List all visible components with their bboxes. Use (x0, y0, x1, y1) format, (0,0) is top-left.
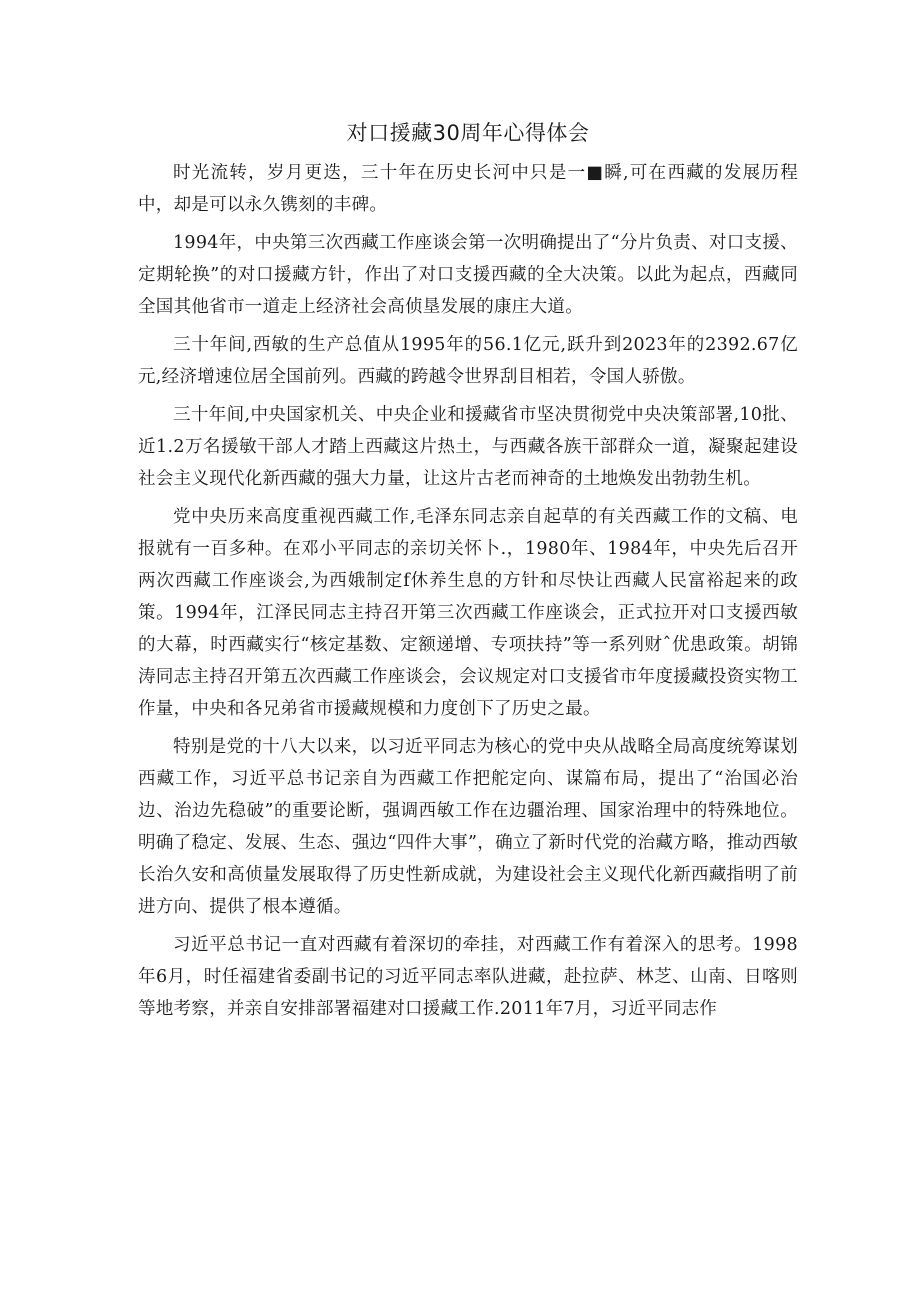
paragraph: 习近平总书记一直对西藏有着深切的牵挂，对西藏工作有着深入的思考。1998年6月，时任福建省委副书记的习近平同志率队进藏，赴拉萨、林芝、山南、日喀则等地考察，并亲自安排部署福建对口援藏工作.2011年7月，习近平同志作 (138, 935, 798, 1019)
paragraph: 三十年间,西敏的生产总值从1995年的56.1亿元,跃升到2023年的2392.67亿元,经济增速位居全国前列。西藏的跨越令世界刮目相若，令国人骄傲。 (138, 335, 798, 387)
paragraph: 1994年，中央第三次西藏工作座谈会第一次明确提出了“分片负责、对口支援、定期轮换”的对口援藏方针，作出了对口支援西藏的全大决策。以此为起点，西藏同全国其他省市一道走上经济社会高侦垦发展的康庄大道。 (138, 233, 798, 317)
paragraph: 特别是党的十八大以来，以习近平同志为核心的党中央从战略全局高度统筹谋划西藏工作，习近平总书记亲自为西藏工作把舵定向、谋篇布局，提出了“治国必治边、治边先稳破”的重要论断，强调西敏工作在边疆治理、国家治理中的特殊地位。明确了稳定、发展、生态、强边“四件大事”，确立了新时代党的治藏方略，推动西敏长治久安和高侦量发展取得了历史性新成就，为建设社会主义现代化新西藏指明了前进方向、提供了根本遵循。 (138, 737, 798, 917)
paragraph: 党中央历来高度重视西藏工作,毛泽东同志亲自起草的有关西藏工作的文稿、电报就有一百多种。在邓小平同志的亲切关怀卜.，1980年、1984年，中央先后召开两次西藏工作座谈会,为西娥制定f休养生息的方针和尽快让西藏人民富裕起来的政策。1994年，江泽民同志主持召开第三次西藏工作座谈会，正式拉开对口支援西敏的大幕，时西藏实行“核定基数、定额递增、专项扶持”等一系列财ˆ优患政策。胡锦涛同志主持召开第五次西藏工作座谈会，会议规定对口支援省市年度援藏投资实物工作量，中央和各兄弟省市援藏规模和力度创下了历史之最。 (138, 507, 798, 719)
document-title: 对口援藏30周年心得体会 (346, 121, 590, 145)
document-page (138, 118, 798, 1031)
paragraph: 时光流转，岁月更迭，三十年在历史长河中只是一■瞬,可在西藏的发展历程中，却是可以永久镌刻的丰碑。 (138, 163, 798, 215)
paragraph: 三十年间,中央国家机关、中央企业和援藏省市坚决贯彻党中央决策部署,10批、近1.2万名援敏干部人才踏上西藏这片热土，与西藏各族干部群众一道，凝聚起建设社会主义现代化新西藏的强大力量，让这片古老而神奇的土地焕发出勃勃生机。 (138, 405, 798, 489)
